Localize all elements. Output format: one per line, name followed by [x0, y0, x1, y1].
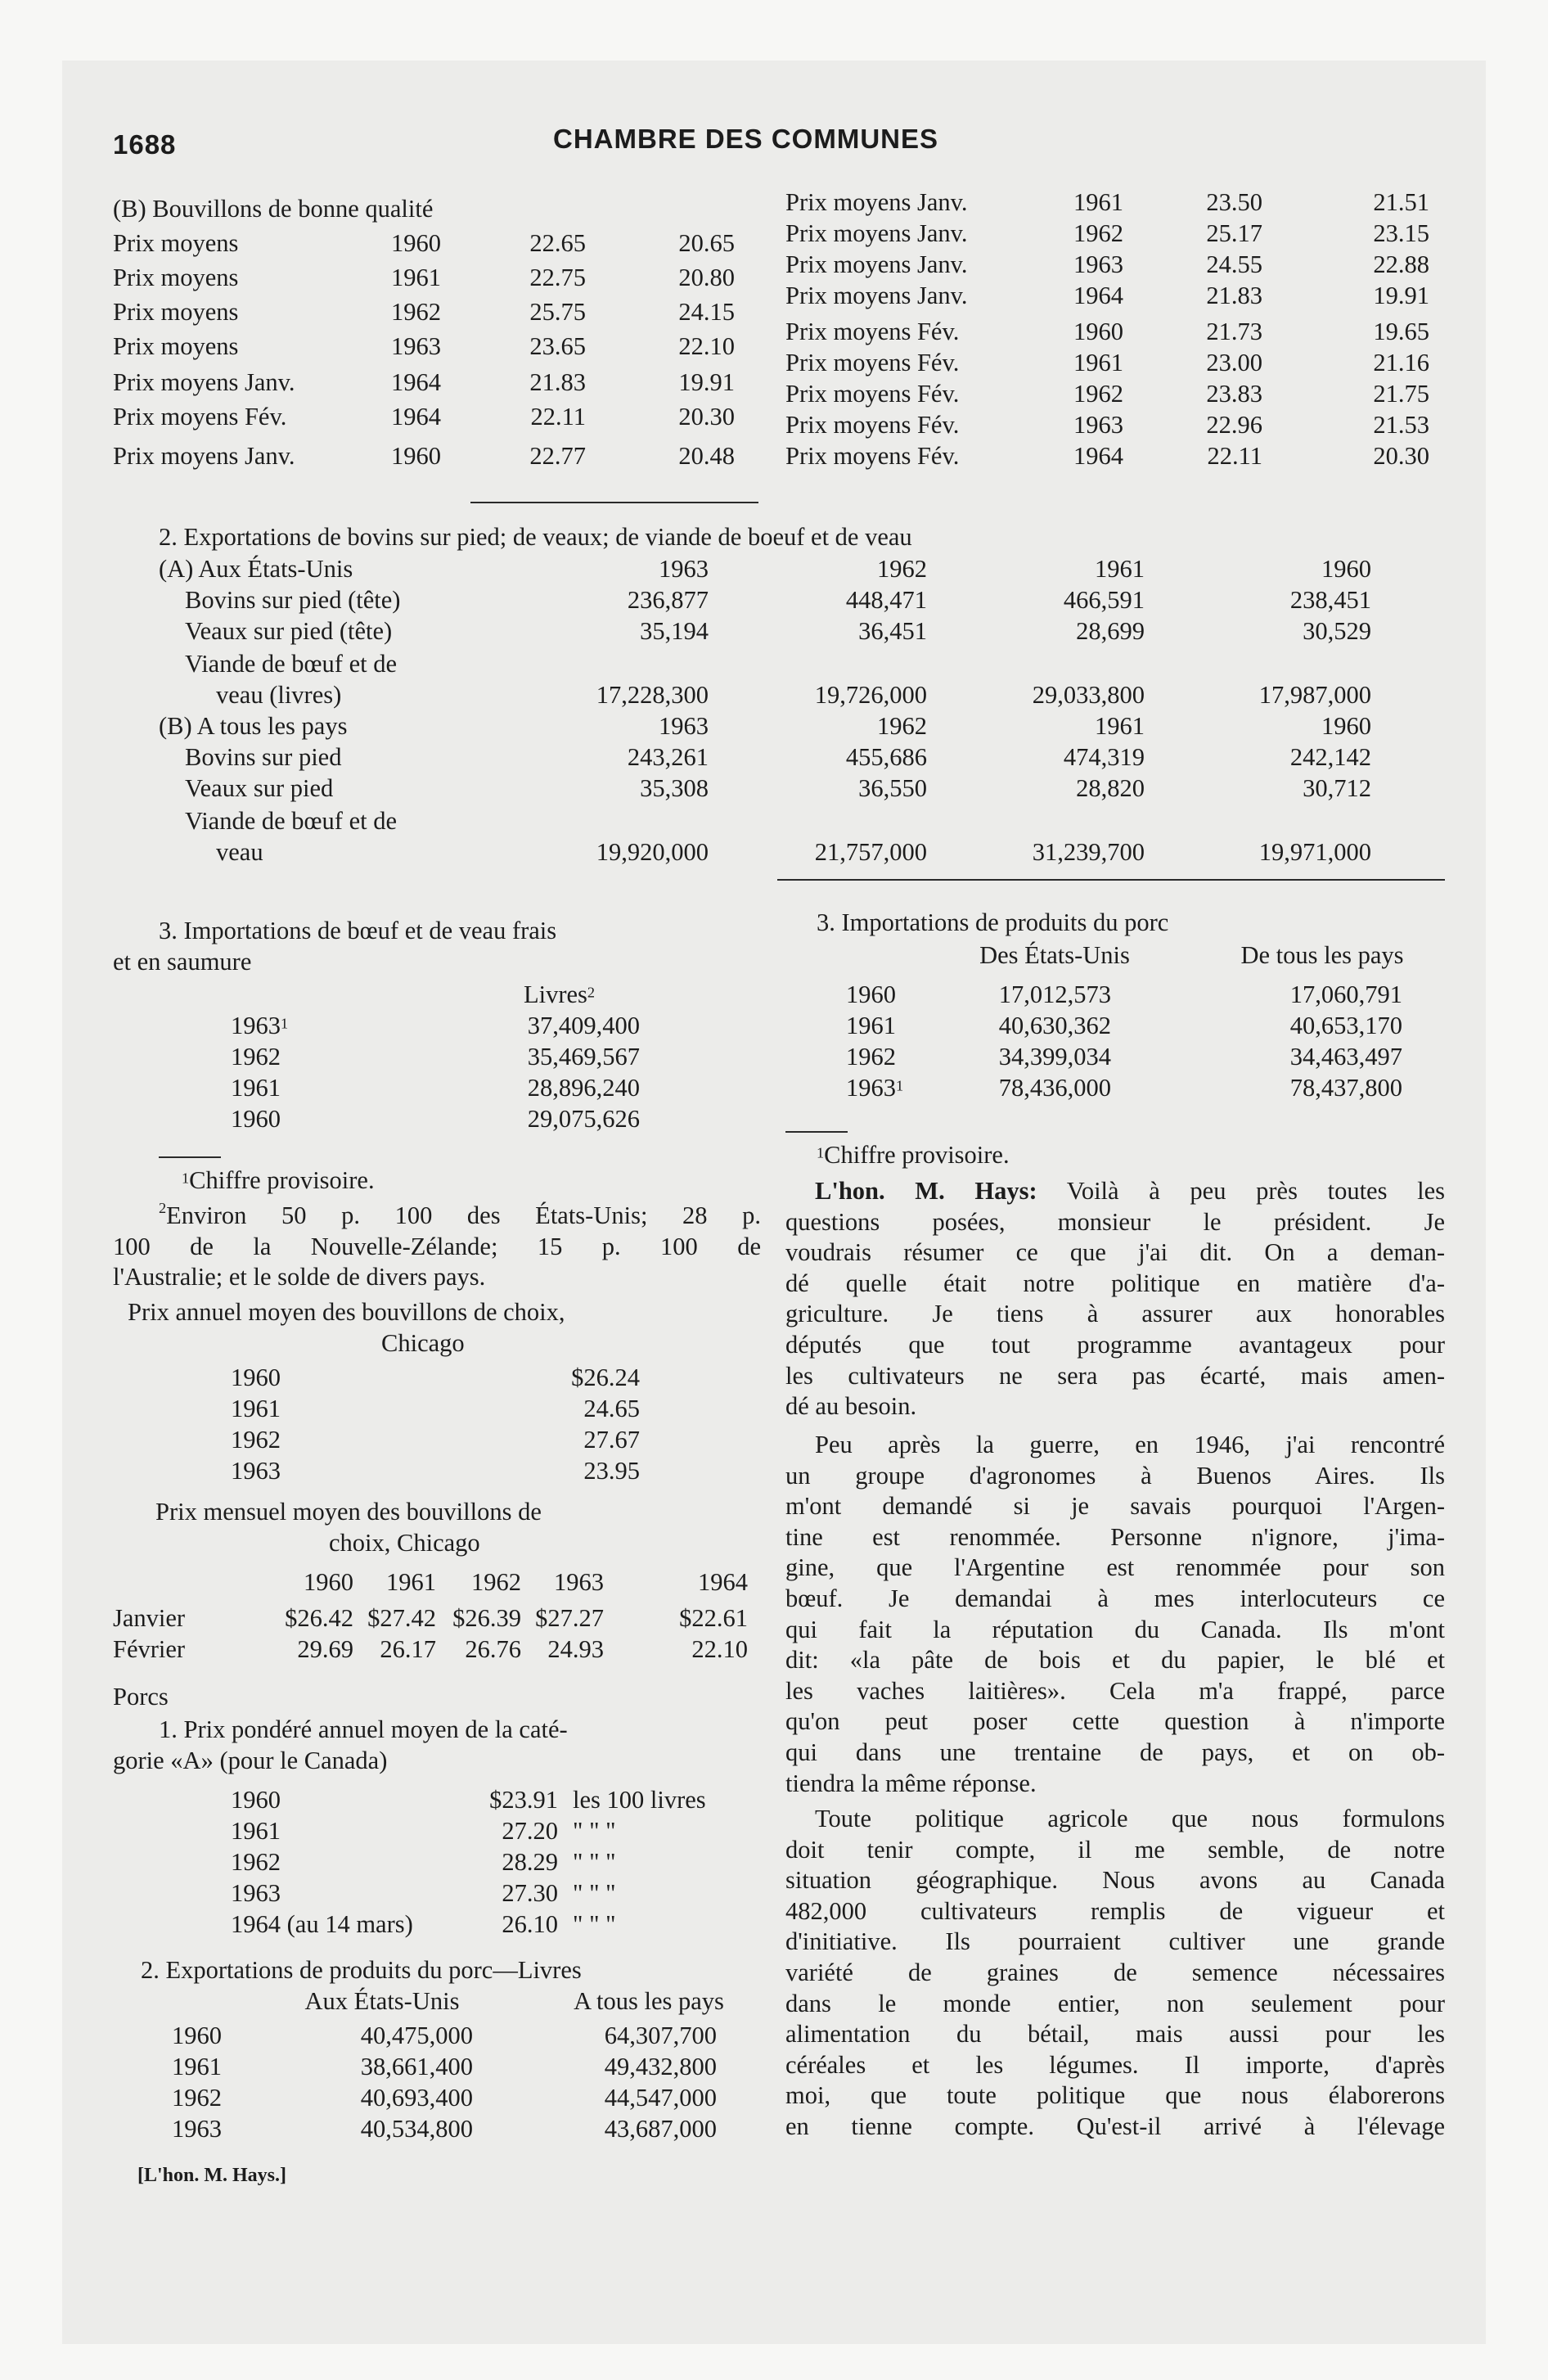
text-line: en tienne compte. Qu'est-il arrivé à l'élevage — [785, 2112, 1445, 2140]
row-value: 238,451 — [1289, 586, 1371, 614]
row-year: 1960 — [391, 442, 441, 470]
row-value: 242,142 — [1289, 743, 1371, 771]
row-label: Prix moyens Fév. — [785, 349, 960, 376]
divider-rule — [777, 879, 1445, 881]
row-value: 40,475,000 — [360, 2022, 473, 2049]
row-value: 21.53 — [1373, 411, 1429, 439]
row-label: veau — [216, 838, 263, 866]
row-year: 1963$^1$ — [846, 1074, 904, 1102]
row-value: 21.83 — [1206, 282, 1262, 309]
row-unit: " " " — [573, 1848, 616, 1876]
footnote-rule — [159, 1156, 221, 1158]
row-label: Prix moyens — [113, 298, 239, 326]
row-value: 29,033,800 — [1032, 681, 1145, 709]
row-label: veau (livres) — [216, 681, 342, 709]
row-value: 44,547,000 — [604, 2084, 717, 2112]
exports-title: 2. Exportations de bovins sur pied; de veaux; de viande de boeuf et de veau — [159, 523, 912, 551]
row-value: 20.30 — [678, 403, 735, 430]
row-value: 26.10 — [502, 1910, 558, 1938]
row-year: 1960 — [1073, 318, 1123, 345]
row-label: Prix moyens Fév. — [785, 318, 960, 345]
text-line: un groupe d'agronomes à Buenos Aires. Ils — [785, 1461, 1445, 1490]
row-unit: les 100 livres — [573, 1786, 706, 1814]
row-value: 22.75 — [529, 264, 586, 291]
year-header: 1963 — [659, 712, 709, 740]
row-value: 64,307,700 — [604, 2022, 717, 2049]
row-month: Février — [113, 1635, 186, 1663]
row-value: $27.27 — [535, 1604, 604, 1632]
row-year: 1961 — [391, 264, 441, 291]
row-value: 22.11 — [530, 403, 586, 430]
pork-sub1-title: 1. Prix pondéré annuel moyen de la caté- — [159, 1715, 568, 1743]
row-label: Bovins sur pied — [185, 743, 342, 771]
row-value: 29,075,626 — [527, 1105, 640, 1133]
row-year: 1962 — [391, 298, 441, 326]
row-year: 1962 — [231, 1426, 281, 1454]
speech-paragraph-2 — [785, 1430, 1445, 1799]
row-year: 1963 — [231, 1457, 281, 1485]
row-label: Prix moyens Fév. — [113, 403, 287, 430]
pork-sub2-title: 2. Exportations de produits du porc—Livres — [141, 1956, 582, 1984]
row-value: 22.88 — [1373, 250, 1429, 278]
row-label: Prix moyens — [113, 332, 239, 360]
year-header: 1961 — [1095, 555, 1145, 583]
footnote-2: $^2$Environ 50 p. 100 des États-Unis; 28 p. 100 de la Nouvelle-Zélande; 15 p. 100 de l'Australie; et le solde de divers pays. — [113, 1200, 761, 1291]
row-year: 1963 — [1073, 411, 1123, 439]
annual-choice-title: Prix annuel moyen des bouvillons de choix, — [128, 1298, 565, 1326]
row-value: 243,261 — [627, 743, 709, 771]
row-value: 22.96 — [1206, 411, 1262, 439]
row-label: Prix moyens — [113, 229, 239, 257]
row-value: 448,471 — [845, 586, 927, 614]
imports-pork-col2: De tous les pays — [1240, 941, 1404, 969]
row-value: 36,451 — [858, 617, 927, 645]
year-header: 1962 — [471, 1568, 521, 1596]
row-value: 22.11 — [1207, 442, 1262, 470]
row-year: 1962 — [231, 1043, 281, 1071]
row-value: $27.42 — [367, 1604, 436, 1632]
year-header: 1961 — [386, 1568, 436, 1596]
row-value: 20.30 — [1373, 442, 1429, 470]
row-value: 21.83 — [529, 368, 586, 396]
row-value: 23.15 — [1373, 219, 1429, 247]
row-value: 24.55 — [1206, 250, 1262, 278]
section-heading: (B) A tous les pays — [159, 712, 348, 740]
text-line: Peu après la guerre, en 1946, j'ai rencontré — [815, 1431, 1445, 1458]
row-value: 20.48 — [678, 442, 735, 470]
text-line: gine, que l'Argentine est renommée pour son — [785, 1553, 1445, 1582]
row-year: 1962 — [172, 2084, 222, 2112]
speech-paragraph-1: L'hon. M. Hays: Voilà à peu près toutes les questions posées, monsieur le président. Je voudrais résumer ce que j'ai dit. On a deman- dé quelle était notre politique en matière d'a- griculture. Je tiens à assurer aux honorables députés que tout programme avantageux pour les cultivateurs ne sera pas écarté, mais amen- dé au besoin. — [785, 1177, 1446, 1421]
row-year: 1962 — [1073, 380, 1123, 408]
row-value: 27.30 — [502, 1879, 558, 1907]
row-year: 1963$^1$ — [231, 1012, 289, 1039]
row-year: 1962 — [1073, 219, 1123, 247]
imports-pork-col1: Des États-Unis — [979, 941, 1130, 969]
row-year: 1963 — [1073, 250, 1123, 278]
text-line: qui fait la réputation du Canada. Ils m'ont — [785, 1615, 1445, 1643]
text-line: qui dans une trentaine de pays, et on ob- — [785, 1738, 1445, 1766]
year-header: 1960 — [304, 1568, 353, 1596]
row-value: $22.61 — [679, 1604, 748, 1632]
row-value: 19.65 — [1373, 318, 1429, 345]
row-value: 17,060,791 — [1289, 980, 1402, 1008]
row-year: 1964 — [391, 403, 441, 430]
text-line: 482,000 cultivateurs remplis de vigueur et — [785, 1896, 1445, 1925]
row-year: 1961 — [231, 1817, 281, 1845]
row-value: 474,319 — [1063, 743, 1145, 771]
row-value: 17,987,000 — [1258, 681, 1371, 709]
row-value: 19,971,000 — [1258, 838, 1371, 866]
row-value: 17,012,573 — [998, 980, 1111, 1008]
row-value: 22.65 — [529, 229, 586, 257]
row-value: 23.00 — [1206, 349, 1262, 376]
year-header: 1962 — [877, 712, 927, 740]
year-header: 1963 — [659, 555, 709, 583]
text-line: variété de graines de semence nécessaires — [785, 1958, 1445, 1986]
row-label: Prix moyens — [113, 264, 239, 291]
divider-rule — [470, 502, 758, 503]
year-header: 1964 — [698, 1568, 748, 1596]
row-label: Prix moyens Fév. — [785, 442, 960, 470]
row-year: 1960 — [231, 1786, 281, 1814]
row-value: 25.75 — [529, 298, 586, 326]
row-value: 19,920,000 — [596, 838, 709, 866]
imports-beef-title: 3. Importations de bœuf et de veau frais — [159, 917, 557, 944]
text-line: les vaches laitières». Cela m'a frappé, parce — [785, 1676, 1445, 1705]
text-line: moi, que toute politique que nous élaborerons — [785, 2081, 1445, 2110]
row-year: 1960 — [231, 1364, 281, 1391]
row-year: 1960 — [391, 229, 441, 257]
row-year: 1963 — [172, 2115, 222, 2143]
row-year: 1964 — [1073, 282, 1123, 309]
row-value: 49,432,800 — [604, 2053, 717, 2080]
row-value: 34,399,034 — [998, 1043, 1111, 1071]
row-value: 24.15 — [678, 298, 735, 326]
row-year: 1961 — [172, 2053, 222, 2080]
row-value: 25.17 — [1206, 219, 1262, 247]
row-value: 26.76 — [465, 1635, 521, 1663]
row-year: 1964 — [391, 368, 441, 396]
row-value: $23.91 — [489, 1786, 558, 1814]
row-value: 29.69 — [297, 1635, 353, 1663]
row-value: 21.16 — [1373, 349, 1429, 376]
text-line: alimentation du bétail, mais aussi pour les — [785, 2020, 1445, 2049]
row-value: 35,469,567 — [527, 1043, 640, 1071]
text-line: Toute politique agricole que nous formulons — [815, 1805, 1445, 1832]
row-value: 20.80 — [678, 264, 735, 291]
text-line: dans le monde entier, non seulement pour — [785, 1989, 1445, 2017]
row-value: 43,687,000 — [604, 2115, 717, 2143]
row-unit: " " " — [573, 1910, 616, 1938]
text-line: situation géographique. Nous avons au Canada — [785, 1866, 1445, 1895]
row-value: 466,591 — [1063, 586, 1145, 614]
row-label: Veaux sur pied (tête) — [185, 617, 393, 645]
monthly-choice-title: Prix mensuel moyen des bouvillons de — [155, 1498, 542, 1526]
text-line: tine est renommée. Personne n'ignore, j'ima- — [785, 1522, 1445, 1551]
row-value: 40,534,800 — [360, 2115, 473, 2143]
monthly-choice-title-2: choix, Chicago — [329, 1529, 480, 1557]
row-value: 40,653,170 — [1289, 1012, 1402, 1039]
row-year: 1960 — [846, 980, 896, 1008]
footnote-1: $^1$Chiffre provisoire. — [182, 1166, 375, 1194]
row-value: 24.93 — [547, 1635, 604, 1663]
row-year: 1961 — [846, 1012, 896, 1039]
row-year: 1962 — [846, 1043, 896, 1071]
row-label: Prix moyens Janv. — [785, 250, 968, 278]
row-month: Janvier — [113, 1604, 186, 1632]
row-year: 1963 — [231, 1879, 281, 1907]
row-label: Prix moyens Janv. — [785, 219, 968, 247]
row-value: 27.67 — [583, 1426, 640, 1454]
row-value: 40,693,400 — [360, 2084, 473, 2112]
row-value: 23.65 — [529, 332, 586, 360]
row-value: 20.65 — [678, 229, 735, 257]
row-value: $26.39 — [452, 1604, 521, 1632]
row-unit: " " " — [573, 1817, 616, 1845]
text-line: tiendra la même réponse. — [785, 1769, 1037, 1797]
row-value: 31,239,700 — [1032, 838, 1145, 866]
text-line: dit: «la pâte de bois et du papier, le blé et — [785, 1646, 1445, 1675]
row-value: 23.95 — [583, 1457, 640, 1485]
imports-beef-col-header: Livres$^2$ — [524, 980, 596, 1008]
row-value: 455,686 — [845, 743, 927, 771]
year-header: 1961 — [1095, 712, 1145, 740]
row-value: 22.10 — [691, 1635, 748, 1663]
row-value: 23.50 — [1206, 188, 1262, 216]
text-line: doit tenir compte, il me semble, de notre — [785, 1835, 1445, 1864]
left-top-title: (B) Bouvillons de bonne qualité — [113, 195, 434, 223]
row-unit: " " " — [573, 1879, 616, 1907]
row-value: 21.75 — [1373, 380, 1429, 408]
row-value: 40,630,362 — [998, 1012, 1111, 1039]
year-header: 1962 — [877, 555, 927, 583]
row-value: 28,896,240 — [527, 1074, 640, 1102]
row-value: 17,228,300 — [596, 681, 709, 709]
row-value: 22.10 — [678, 332, 735, 360]
row-value: 34,463,497 — [1289, 1043, 1402, 1071]
row-value: 19.91 — [1373, 282, 1429, 309]
speech-paragraph-3 — [785, 1804, 1445, 2143]
imports-beef-title-2: et en saumure — [113, 948, 252, 976]
pork-heading: Porcs — [113, 1683, 169, 1711]
pork-sub1-title-2: gorie «A» (pour le Canada) — [113, 1747, 388, 1774]
imports-pork-title: 3. Importations de produits du porc — [817, 908, 1169, 936]
row-year: 1960 — [231, 1105, 281, 1133]
row-value: 24.65 — [583, 1395, 640, 1422]
section-heading: (A) Aux États-Unis — [159, 555, 353, 583]
row-year: 1964 — [1073, 442, 1123, 470]
row-value: 236,877 — [627, 586, 709, 614]
row-value: $26.42 — [285, 1604, 353, 1632]
row-value: 27.20 — [502, 1817, 558, 1845]
row-value: 26.17 — [380, 1635, 436, 1663]
row-value: 21,757,000 — [814, 838, 927, 866]
row-label: Veaux sur pied — [185, 774, 334, 802]
text-line: m'ont demandé si je savais pourquoi l'Argen- — [785, 1492, 1445, 1521]
text-line: céréales et les légumes. Il importe, d'après — [785, 2050, 1445, 2079]
page-number: 1688 — [113, 129, 177, 160]
row-label: Prix moyens Fév. — [785, 380, 960, 408]
row-year: 1961 — [1073, 188, 1123, 216]
row-value: 78,437,800 — [1289, 1074, 1402, 1102]
row-value: 35,308 — [640, 774, 709, 802]
row-label: Viande de bœuf et de — [185, 650, 398, 678]
row-value: 38,661,400 — [360, 2053, 473, 2080]
row-value: 19.91 — [678, 368, 735, 396]
row-year: 1961 — [231, 1074, 281, 1102]
row-label: Prix moyens Janv. — [785, 188, 968, 216]
row-value: 30,712 — [1303, 774, 1371, 802]
row-value: 22.77 — [529, 442, 586, 470]
year-header: 1960 — [1321, 555, 1371, 583]
row-value: $26.24 — [571, 1364, 640, 1391]
row-year: 1960 — [172, 2022, 222, 2049]
pork-sub2-col1: Aux États-Unis — [304, 1987, 460, 2015]
row-value: 30,529 — [1303, 617, 1371, 645]
row-value: 21.51 — [1373, 188, 1429, 216]
text-line: d'initiative. Ils pourraient cultiver une grande — [785, 1927, 1445, 1956]
row-value: 21.73 — [1206, 318, 1262, 345]
row-value: 19,726,000 — [814, 681, 927, 709]
row-label: Prix moyens Janv. — [113, 442, 295, 470]
row-year: 1961 — [231, 1395, 281, 1422]
row-value: 36,550 — [858, 774, 927, 802]
row-value: 28.29 — [502, 1848, 558, 1876]
row-year: 1961 — [1073, 349, 1123, 376]
row-year: 1964 (au 14 mars) — [231, 1910, 413, 1938]
speaker-tag: [L'hon. M. Hays.] — [137, 2165, 287, 2186]
row-year: 1963 — [391, 332, 441, 360]
imports-pork-footnote: $^1$Chiffre provisoire. — [817, 1141, 1010, 1169]
row-label: Viande de bœuf et de — [185, 807, 398, 835]
text-line: qu'on peut poser cette question à n'importe — [785, 1707, 1445, 1736]
row-value: 28,699 — [1076, 617, 1145, 645]
annual-choice-title-2: Chicago — [381, 1329, 465, 1357]
row-year: 1962 — [231, 1848, 281, 1876]
row-value: 78,436,000 — [998, 1074, 1111, 1102]
row-value: 23.83 — [1206, 380, 1262, 408]
row-label: Prix moyens Fév. — [785, 411, 960, 439]
text-line: bœuf. Je demandai à mes interlocuteurs ce — [785, 1584, 1445, 1612]
row-value: 35,194 — [640, 617, 709, 645]
year-header: 1960 — [1321, 712, 1371, 740]
pork-sub2-col2: A tous les pays — [574, 1987, 724, 2015]
row-label: Prix moyens Janv. — [785, 282, 968, 309]
year-header: 1963 — [554, 1568, 604, 1596]
row-value: 28,820 — [1076, 774, 1145, 802]
row-label: Bovins sur pied (tête) — [185, 586, 401, 614]
row-value: 37,409,400 — [527, 1012, 640, 1039]
footnote-rule — [785, 1131, 848, 1133]
running-title: CHAMBRE DES COMMUNES — [553, 124, 939, 154]
row-label: Prix moyens Janv. — [113, 368, 295, 396]
